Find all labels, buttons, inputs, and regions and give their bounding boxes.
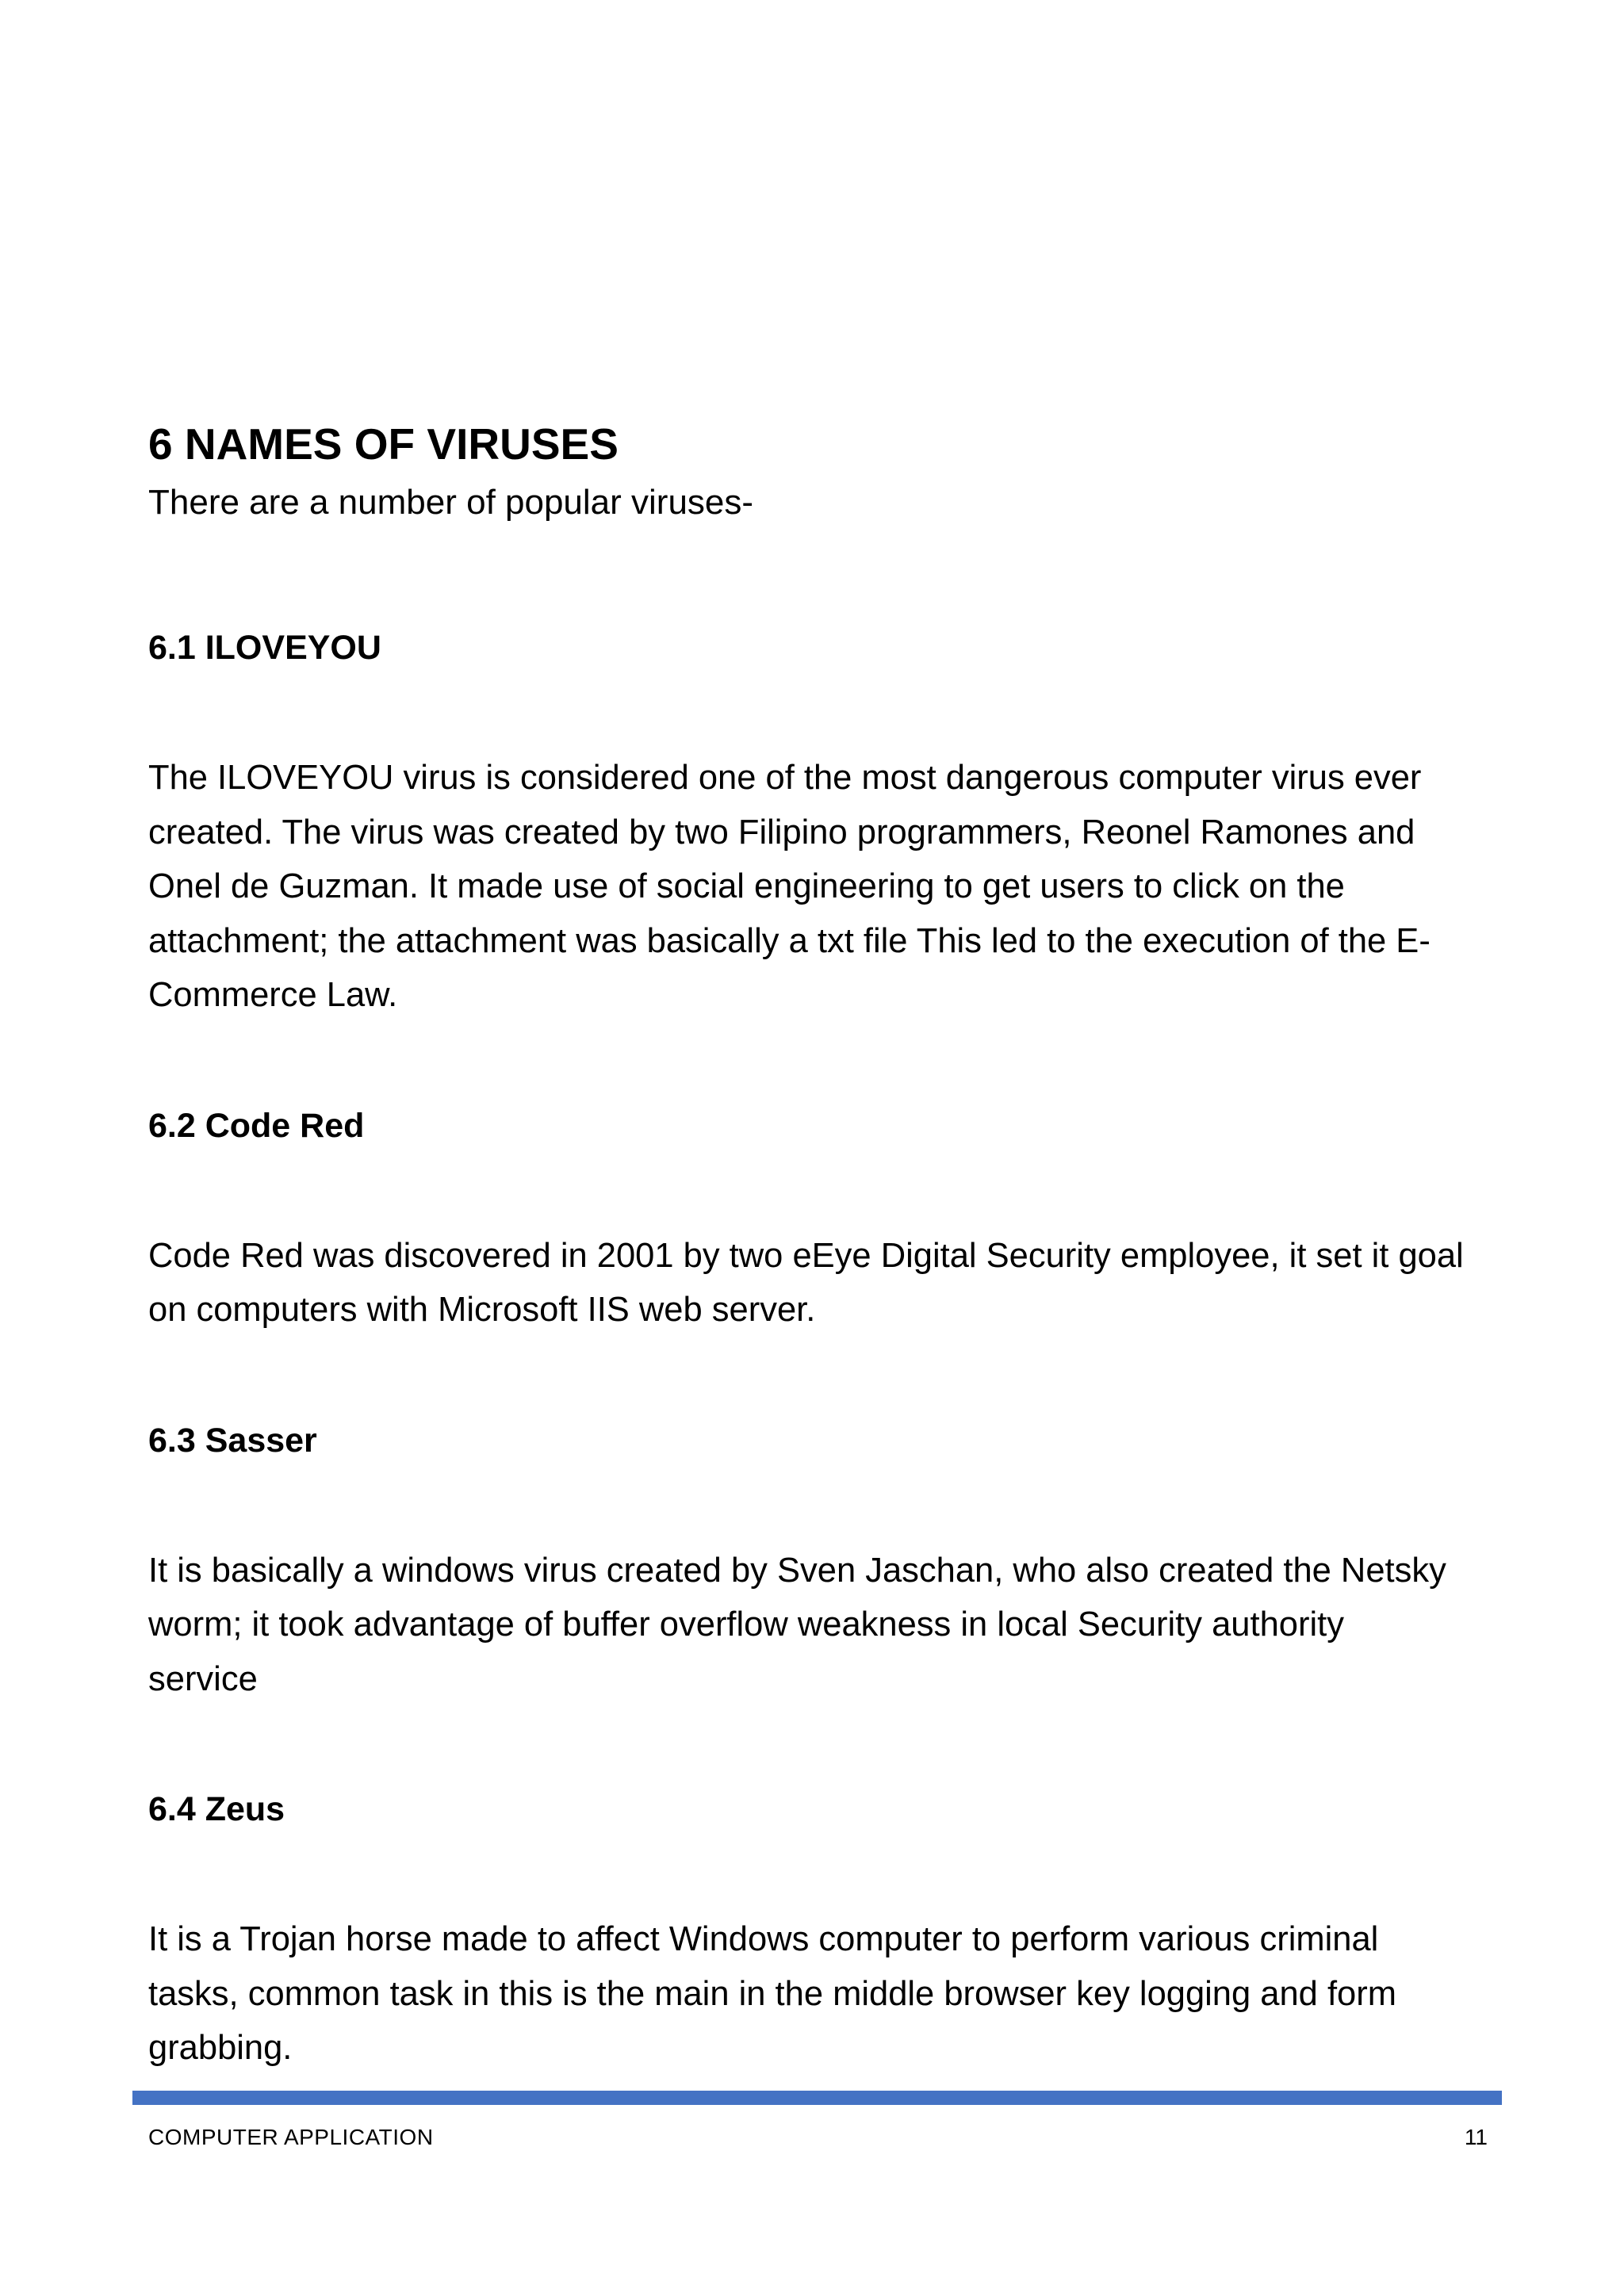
text-line: created. The virus was created by two Filipino programmers, Reonel Ramones and xyxy=(148,813,1415,851)
chapter-heading: 6 NAMES OF VIRUSES xyxy=(148,419,619,469)
footer-title: COMPUTER APPLICATION xyxy=(148,2125,434,2149)
text-line: Commerce Law. xyxy=(148,976,398,1014)
text-line: service xyxy=(148,1659,258,1698)
text-line: grabbing. xyxy=(148,2029,293,2067)
page-number: 11 xyxy=(1464,2125,1488,2149)
intro-paragraph: There are a number of popular viruses- xyxy=(148,483,754,522)
text-line: tasks, common task in this is the main in the middle browser key logging and form xyxy=(148,1974,1396,2013)
section-paragraph xyxy=(148,1229,1480,1337)
page-content xyxy=(148,412,1480,2076)
section-paragraph xyxy=(148,1912,1480,2076)
footer-divider xyxy=(132,2091,1502,2105)
section-code-red xyxy=(148,1099,1480,1337)
section-heading: 6.3 Sasser xyxy=(148,1421,317,1460)
text-line: worm; it took advantage of buffer overflow weakness in local Security authority xyxy=(148,1605,1344,1644)
section-paragraph xyxy=(148,751,1480,1023)
text-line: The ILOVEYOU virus is considered one of the most dangerous computer virus ever xyxy=(148,759,1422,797)
text-line: Onel de Guzman. It made use of social engineering to get users to click on the xyxy=(148,867,1345,905)
section-iloveyou xyxy=(148,621,1480,1023)
section-heading: 6.4 Zeus xyxy=(148,1790,285,1828)
section-heading: 6.2 Code Red xyxy=(148,1106,365,1145)
text-line: It is a Trojan horse made to affect Windows computer to perform various criminal xyxy=(148,1920,1379,1958)
text-line: on computers with Microsoft IIS web server. xyxy=(148,1291,816,1329)
text-line: attachment; the attachment was basically a txt file This led to the execution of the E- xyxy=(148,921,1431,960)
section-zeus xyxy=(148,1782,1480,2076)
section-heading: 6.1 ILOVEYOU xyxy=(148,629,381,667)
section-paragraph xyxy=(148,1544,1480,1707)
section-sasser xyxy=(148,1414,1480,1707)
text-line: Code Red was discovered in 2001 by two eEye Digital Security employee, it set it goal xyxy=(148,1236,1464,1275)
text-line: It is basically a windows virus created by Sven Jaschan, who also created the Netsky xyxy=(148,1551,1446,1590)
